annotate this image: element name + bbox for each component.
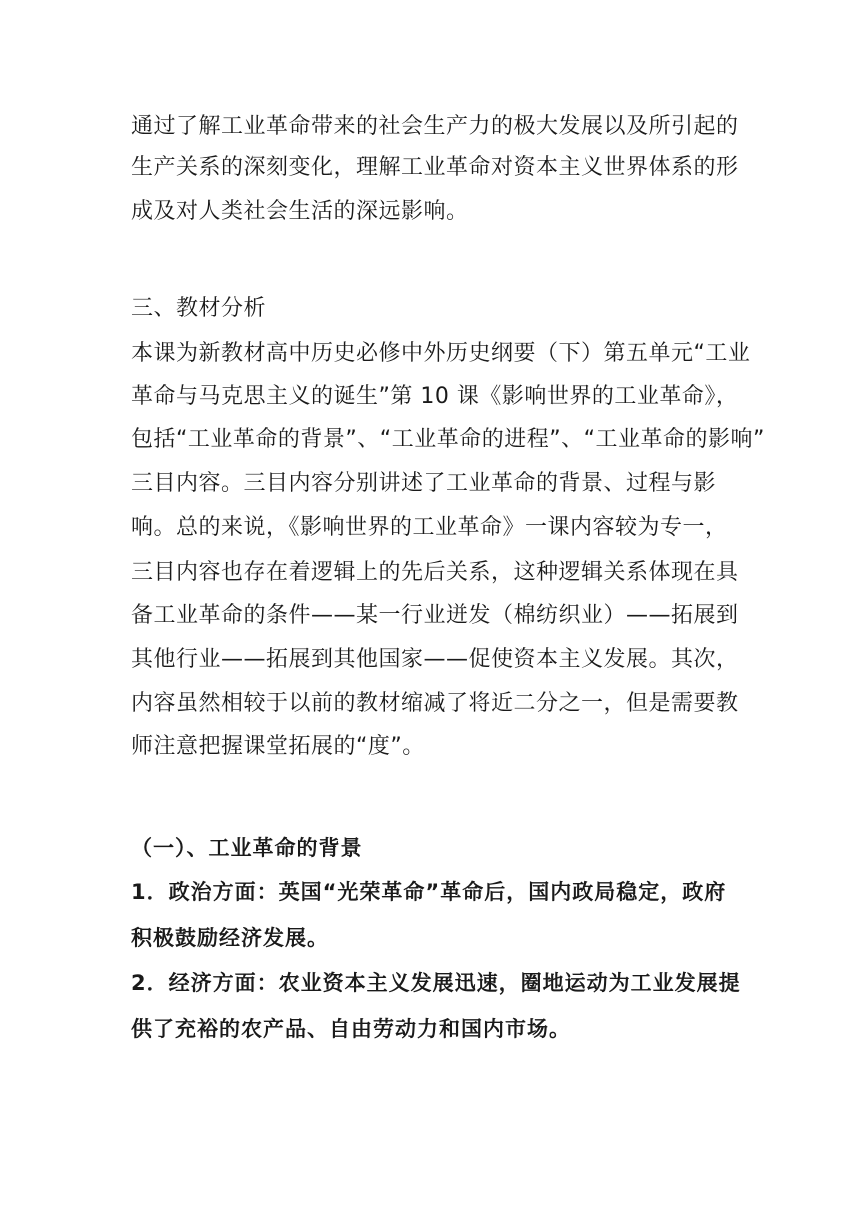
paragraph-line: 三目内容也存在着逻辑上的先后关系，这种逻辑关系体现在具 bbox=[131, 560, 739, 585]
paragraph-line: 革命与马克思主义的诞生”第 10 课《影响世界的工业革命》， bbox=[131, 384, 739, 409]
paragraph-line: 响。总的来说，《影响世界的工业革命》一课内容较为专一， bbox=[131, 515, 728, 540]
paragraph-line: 三目内容。三目内容分别讲述了工业革命的背景、过程与影 bbox=[131, 471, 717, 496]
paragraph-line: 包括“工业革命的背景”、“工业革命的进程”、“工业革命的影响” bbox=[131, 427, 765, 452]
paragraph-line: 内容虽然相较于以前的教材缩减了将近二分之一，但是需要教 bbox=[131, 691, 739, 716]
paragraph-line: 师注意把握课堂拓展的“度”。 bbox=[131, 734, 425, 759]
point-line: 积极鼓励经济发展。 bbox=[131, 926, 329, 950]
section-title: 三、教材分析 bbox=[131, 296, 267, 321]
point-line: 2．经济方面：农业资本主义发展迅速，圈地运动为工业发展提 bbox=[131, 971, 741, 995]
paragraph-line: 本课为新教材高中历史必修中外历史纲要（下）第五单元“工业 bbox=[131, 341, 751, 366]
paragraph-line: 其他行业——拓展到其他国家——促使资本主义发展。其次， bbox=[131, 647, 739, 672]
subheading: （一）、工业革命的背景 bbox=[131, 836, 363, 860]
paragraph-line: 通过了解工业革命带来的社会生产力的极大发展以及所引起的 bbox=[131, 114, 739, 139]
paragraph-line: 备工业革命的条件——某一行业迸发（棉纺织业）——拓展到 bbox=[131, 603, 739, 628]
paragraph-line: 生产关系的深刻变化，理解工业革命对资本主义世界体系的形 bbox=[131, 155, 739, 180]
point-line: 1．政治方面：英国“光荣革命”革命后，国内政局稳定，政府 bbox=[131, 880, 727, 904]
point-line: 供了充裕的农产品、自由劳动力和国内市场。 bbox=[131, 1017, 571, 1041]
paragraph-line: 成及对人类社会生活的深远影响。 bbox=[131, 199, 469, 224]
